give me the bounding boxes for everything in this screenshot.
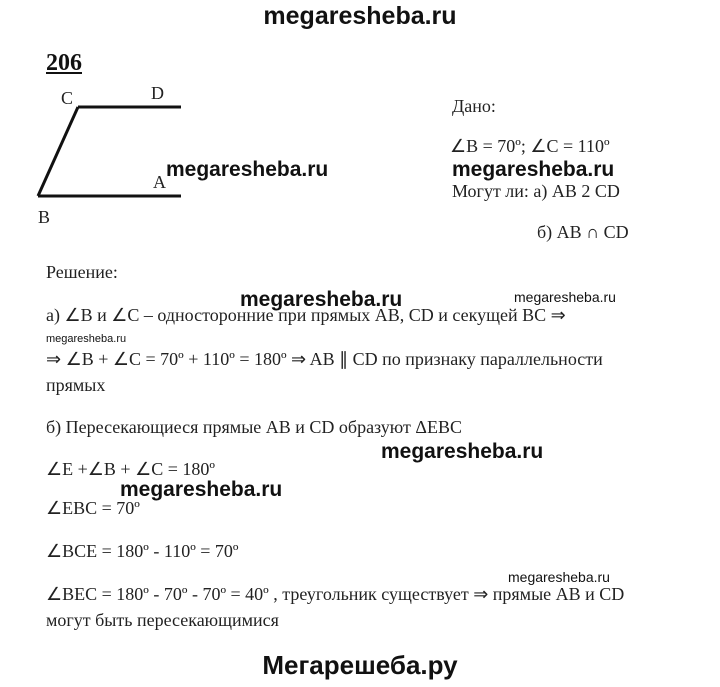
watermark: megaresheba.ru [46,333,127,345]
given-title: Дано: [452,96,496,116]
solution-a-line3: прямых [46,375,106,395]
solution-title: Решение: [46,262,118,282]
solution-a-line2: ⇒ ∠B + ∠C = 70º + 110º = 180º ⇒ AB ∥ CD по признаку параллельности [46,349,603,369]
watermark: megaresheba.ru [381,440,544,463]
watermark: megaresheba.ru [514,289,616,305]
watermark: megaresheba.ru [120,478,283,501]
site-footer: Мегарешеба.ру [262,650,458,680]
site-header: megaresheba.ru [263,2,457,30]
label-d: D [151,83,164,103]
solution-b-line5: ∠BEC = 180º - 70º - 70º = 40º , треугольник существует ⇒ прямые AB и CD [46,584,625,604]
given-question-b: б) AB ∩ CD [537,222,629,242]
watermark: megaresheba.ru [452,158,615,181]
solution-a-line1: а) ∠B и ∠C – односторонние при прямых AB, CD и секущей BC ⇒ [46,305,566,325]
trapezoid-figure [30,80,200,215]
segment-bc [38,107,78,196]
label-b: B [38,207,51,227]
label-c: C [61,88,74,108]
solution-b-line6: могут быть пересекающимися [46,610,279,630]
label-a: A [153,172,166,192]
solution-b-line2: ∠E +∠B + ∠C = 180º [46,459,215,479]
solution-b-line3: ∠EBC = 70º [46,498,140,518]
given-angles: ∠B = 70º; ∠C = 110º [450,136,610,156]
solution-b-line4: ∠BCE = 180º - 110º = 70º [46,541,239,561]
watermark: megaresheba.ru [166,158,329,181]
watermark: megaresheba.ru [240,288,403,311]
solution-b-line1: б) Пересекающиеся прямые AB и CD образуют ΔEBC [46,417,462,437]
problem-number: 206 [46,50,82,76]
given-question-a: Могут ли: а) AB 2 CD [452,181,620,201]
watermark: megaresheba.ru [508,569,610,585]
